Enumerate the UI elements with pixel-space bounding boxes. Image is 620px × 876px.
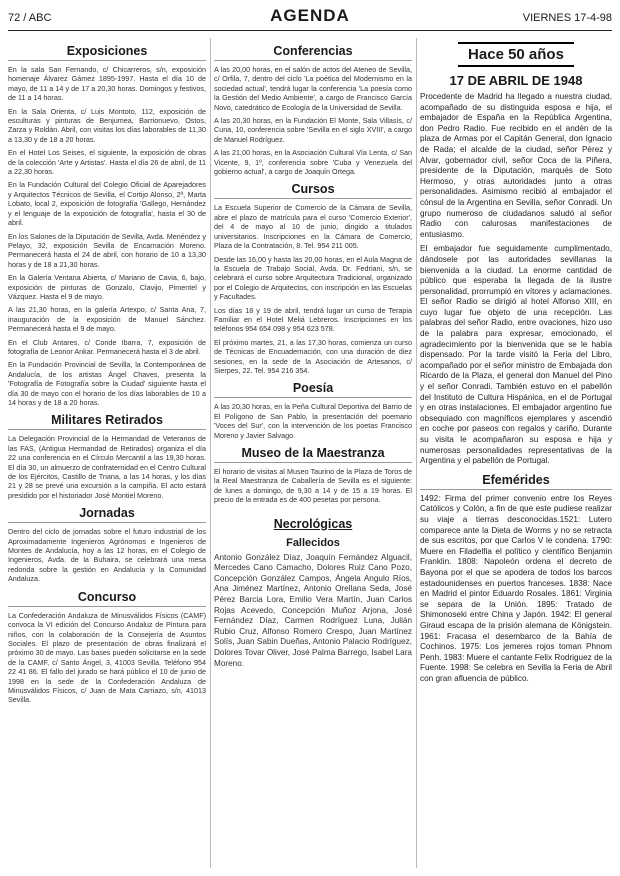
section-heading: Cursos bbox=[214, 182, 412, 199]
section-title: AGENDA bbox=[270, 6, 350, 25]
section-heading: Museo de la Maestranza bbox=[214, 446, 412, 463]
history-paragraph: El embajador fue seguidamente cumplimentado, dándosele por las autoridades sevillanas la bienvenida a la ciudad. La enorme cantidad de público que esperaba la llegada de la ilustre personalidad, prorrumpió en vítores y aclamaciones. El señor Radio se dirigió al hotel Alfonso XIII, en cuyo lugar fue objeto de una recepción. Las palabras del señor Radio, entre ovaciones, hizo uso de la palabra para expresar, emocionado, el agradecimiento por la bienvenida que se le había dispensado. Por la tarde visitó la Feria del Libro, acompañado por el señor ministro de Embajada don Ricardo de la Plaza, el general don Manuel del Pino y el señor Conradi. También estuvo en el pabellón del Instituto de Cultura Hispánica, en el de Portugal y en otras instalaciones. El embajador argentino fue obsequiado con magníficos ejemplares y ascendió en coche por paseos con regalos y cariño. Durante su visita le acompañaron su esposa e hija y numerosas personalidades representativas de la Argentina y el pabellón de Portugal. bbox=[420, 244, 612, 466]
obituaries-subtitle: Fallecidos bbox=[286, 536, 340, 549]
listing-item: A las 21,00 horas, en la Asociación Cultural Vía Lenta, c/ San Vicente, 9, 1º, conferencia sobre 'Cuba y Venezuela del gobierno actual', a cargo de Joaquín Ortega. bbox=[214, 148, 412, 177]
obituaries-list: Antonio González Díaz, Joaquín Fernández Alguacil, Mercedes Cano Camacho, Dolores Ruiz Cano Pozo, Concepción González Campos, Ángela Angulo Ríos, Ana Jiménez Martínez, Antonio Orellana Seda, José Pérez Barcia Lora, Emilio Vera Martín, Juan Carlos Rojas Acevedo, Concepción Muñoz Arjona, José Fernández Díaz, Carmen Rodríguez Luna, Julián Rubio Cruz, Alfonso Romero Crespo, Juan Martínez Solís, Juan Sabin Dueñas, Antonio Palacio Rodríguez, Dolores Tovar Oliver, José Palma Barrego, Isabel Lara Moreno. bbox=[214, 552, 412, 668]
listing-item: En los Salones de la Diputación de Sevilla, Avda. Menéndez y Pelayo, 32, exposición Sevilla de Encarnación Moreno. Permanecerá hasta el 24 de abril, con horario de 10 a 13,30 horas y de 18 a 21,30 horas. bbox=[8, 231, 206, 269]
efemerides-title: Efemérides bbox=[420, 473, 612, 490]
page-number: 72 / ABC bbox=[8, 12, 52, 24]
listing-item: Dentro del ciclo de jornadas sobre el futuro industrial de los Aproximadamente Ingenieros Agrónomos e Ingenieros de Montes de Andalucía, hoy a las 12 horas, en el Colegio de Ingenieros, Avda. de la Buhaira, se celebrará una mesa redonda sobre la gestión en Andalucía y la Comunidad Andaluza. bbox=[8, 527, 206, 584]
column-divider bbox=[210, 38, 211, 868]
history-header bbox=[420, 42, 612, 88]
listing-item: A las 20,00 horas, en el salón de actos del Ateneo de Sevilla, c/ Orfila, 7, dentro del ciclo 'La poética del Modernismo en la sociedad actual', tendrá lugar la conferencia 'La poesía como la Gestión del Medio Ambiente', a cargo de Francisco García Novo, catedrático de Ecología de la Universidad de Sevilla. bbox=[214, 65, 412, 112]
history-title: Hace 50 años bbox=[458, 42, 574, 67]
listing-item: A las 20,30 horas, en la Fundación El Monte, Sala Villasís, c/ Cuna, 10, conferencia sobre 'Sevilla en el siglo XVIII', a cargo de Manuel Rodríguez. bbox=[214, 116, 412, 144]
listing-item: A las 20,30 horas, en la Peña Cultural Deportiva del Barrio de El Polígono de San Pablo, la presentación del poemario 'Voces del Sur', con la intervención de los poetas Francisco Moreno y Javier Salvago. bbox=[214, 402, 412, 440]
listing-item: El horario de visitas al Museo Taurino de la Plaza de Toros de la Real Maestranza de Caballería de Sevilla es el siguiente: de lunes a domingo, de 9,30 a 14 y de 15 a 19 horas. El precio de la entrada es de 400 pesetas por persona. bbox=[214, 467, 412, 505]
column-divider bbox=[416, 38, 417, 868]
obituaries-title: Necrológicas bbox=[273, 516, 353, 531]
listing-item: La Escuela Superior de Comercio de la Cámara de Sevilla, abre el plazo de matrícula para el curso 'Comercio Exterior', del 4 de mayo al 10 de junio, dirigido a titulados universitarios. Inscripciones en la Cámara de Comercio, Plaza de la Contratación, 8. Tel. 954 211 005. bbox=[214, 203, 412, 251]
column-history bbox=[420, 38, 612, 868]
issue-date: VIERNES 17-4-98 bbox=[522, 12, 612, 24]
listing-item: En el Hotel Los Seises, el siguiente, la exposición de obras de la colección 'Arte y Artistas'. Hasta el día 26 de abril, de 11 a 22,30 horas. bbox=[8, 148, 206, 177]
efemerides-text: 1492: Firma del primer convenio entre los Reyes Católicos y Colón, a fin de que este pudiese realizar su viaje a tierras desconocidas.1521: Lutero comparece ante la Dieta de Worms y no se retracta de sus escritos, por que Carlos V le condena. 1790: Muere en Filadelfia el político y científico Benjamin Franklin. 1808: Napoleón ordena el decreto de Bayona por el que se apodera de todos los barcos estadounidenses en puertos franceses. 1838: Nace en Madrid el pintor Eduardo Rosales. 1861: Virginia se separa de la Unión. 1895: Tratado de Shimonoseki entre China y Japón. 1942: El general Giraud escapa de la prisión alemana de Königstein. 1961: Fracasa el desembarco de la Bahía de Cochinos. 1975: Los jemeres rojos toman Phnom Penh. 1983: Muere el cantante Felix Rodriguez de la Fuente. 1998: Se celebra en Sevilla la Feria de Abril con gran afluencia de público. bbox=[420, 493, 612, 683]
section-heading: Militares Retirados bbox=[8, 413, 206, 430]
listing-item: En la sala San Fernando, c/ Chicarreros, s/n, exposición homenaje Álvarez Gámez 1895-1997. Hasta el día 10 de mayo, de 11 a 14 y de 17 a 20,30 horas. Domingos y festivos, de 11 a 14 horas. bbox=[8, 65, 206, 103]
obituaries-block bbox=[214, 515, 412, 549]
section-heading: Poesía bbox=[214, 381, 412, 398]
listing-item: A las 21,30 horas, en la galería Artexpo, c/ Santa Ana, 7, inauguración de la exposición de Manuel Sánchez. Permanecerá hasta el 9 de mayo. bbox=[8, 305, 206, 334]
section-heading: Jornadas bbox=[8, 506, 206, 523]
section-heading: Conferencias bbox=[214, 44, 412, 61]
column-listings-left bbox=[8, 38, 206, 868]
section-heading: Exposiciones bbox=[8, 44, 206, 61]
page-header bbox=[8, 6, 612, 28]
listing-item: En la Galería Ventana Abierta, c/ Mariano de Cavia, 6, bajo, exposición de pinturas de Gonzalo, Clavijo, Pimentel y Vázquez. Hasta el 9 de mayo. bbox=[8, 273, 206, 301]
listing-item: En la Fundación Provincial de Sevilla, la Contemporánea de Andalucía, de los artistas Ángel Chaves, presenta la 'Fotografía de Fotografía sobre la Ciudad' siguiente hasta el día 30 de mayo con el horario de los días laborables de 10 a 14 horas y de 18 a 20 horas. bbox=[8, 360, 206, 407]
header-rule bbox=[8, 30, 612, 31]
column-listings-middle bbox=[214, 38, 412, 868]
listing-item: El próximo martes, 21, a las 17,30 horas, comienza un curso de Técnicas de Encuadernación, con una duración de diez sesiones, en la sede de la Asociación de Artesanos, c/ Sierpes, 22. Tel. 954 216 354. bbox=[214, 337, 412, 375]
section-heading: Concurso bbox=[8, 590, 206, 607]
listing-item: La Delegación Provincial de la Hermandad de Veteranos de las FAS, (Antigua Hermandad de Retirados) organiza el día 22 una conferencia en el Círculo Mercantil a las 19,30 horas. El día 30, un almuerzo de confraternidad en el Centro Cultural de los Ejércitos, Castillo de Triana, a las 14 horas, y los días 21 y 28 se prevé una excursión a la campiña. El acto estará presidido por el historiador José Montiel Moreno. bbox=[8, 434, 206, 500]
listing-item: En la Sala Orienta, c/ Luis Montoto, 112, exposición de esculturas y pinturas de Benjumea, Barrionuevo, Ostos, Zarza y Roldán. Abril, con visitas los días laborables de 11,30 a 13,30 y de 18 a 20 horas. bbox=[8, 106, 206, 144]
listing-item: En la Fundación Cultural del Colegio Oficial de Aparejadores y Arquitectos Técnicos de Sevilla, el Cortijo Alonso, 2ª, Marta Lobato, local 2, exposición de fotografía 'Gallego, Hernández y el lenguaje de la exposición de fotografía', hasta el 30 de abril. bbox=[8, 180, 206, 228]
listing-item: Desde las 16,00 y hasta las 20,00 horas, en el Aula Magna de la Escuela de Trabajo Social, Avda. Dr. Fedriani, s/n, se celebrará el curso sobre Arquitectura Tradicional, organizado por el Colegio de Arquitectos, con inscripción en las Escuelas y Facultades. bbox=[214, 254, 412, 302]
listing-item: Los días 18 y 19 de abril, tendrá lugar un curso de Terapia Familiar en el Hotel Meliá Lebreros. Inscripciones en los teléfonos 954 654 098 y 954 623 578. bbox=[214, 305, 412, 334]
history-paragraph: Procedente de Madrid ha llegado a nuestra ciudad, acompañado de su distinguida esposa e hija, el embajador de España en la República Argentina, don Pedro Radio. Fue recibido en el andén de la plaza de Armas por el Capitán General, don Ignacio de Rada; el alcalde de la ciudad, señor Pérez y Alvar, gobernador civil, señor Coca de la Piñera, presidente de la Diputación, marqués de Soto Hermoso, y otras autoridades junto a otras personalidades. Asimismo recibió al embajador el cónsul de la Argentina en Sevilla, señor Conradi. Un grupo numeroso de ciudadanos saludó al señor Radio con calurosas manifestaciones de entusiasmo. bbox=[420, 92, 612, 239]
listing-item: En el Club Antares, c/ Conde Ibarra, 7, exposición de fotografía de Leonor Ankar. Permanecerá hasta el 3 de abril. bbox=[8, 337, 206, 356]
listing-item: La Confederación Andaluza de Minusválidos Físicos (CAMF) convoca la VI edición del Concurso Andaluz de Pintura para niños, con la colaboración de la Consejería de Asuntos Sociales. El plazo de presentación de obras finalizará el próximo 30 de mayo. Las bases pueden solicitarse en la sede de la CAMF, c/ Santo Ángel, 3, 41003 Sevilla. Teléfono 954 22 41 86. El fallo del jurado se hará público el 10 de junio de 1998 en la sede de la Confederación Andaluza de Minusválidos Físicos, c/ Juan de Mata Carriazo, s/n, 41013 Sevilla. bbox=[8, 610, 206, 705]
history-date: 17 DE ABRIL DE 1948 bbox=[449, 73, 583, 88]
